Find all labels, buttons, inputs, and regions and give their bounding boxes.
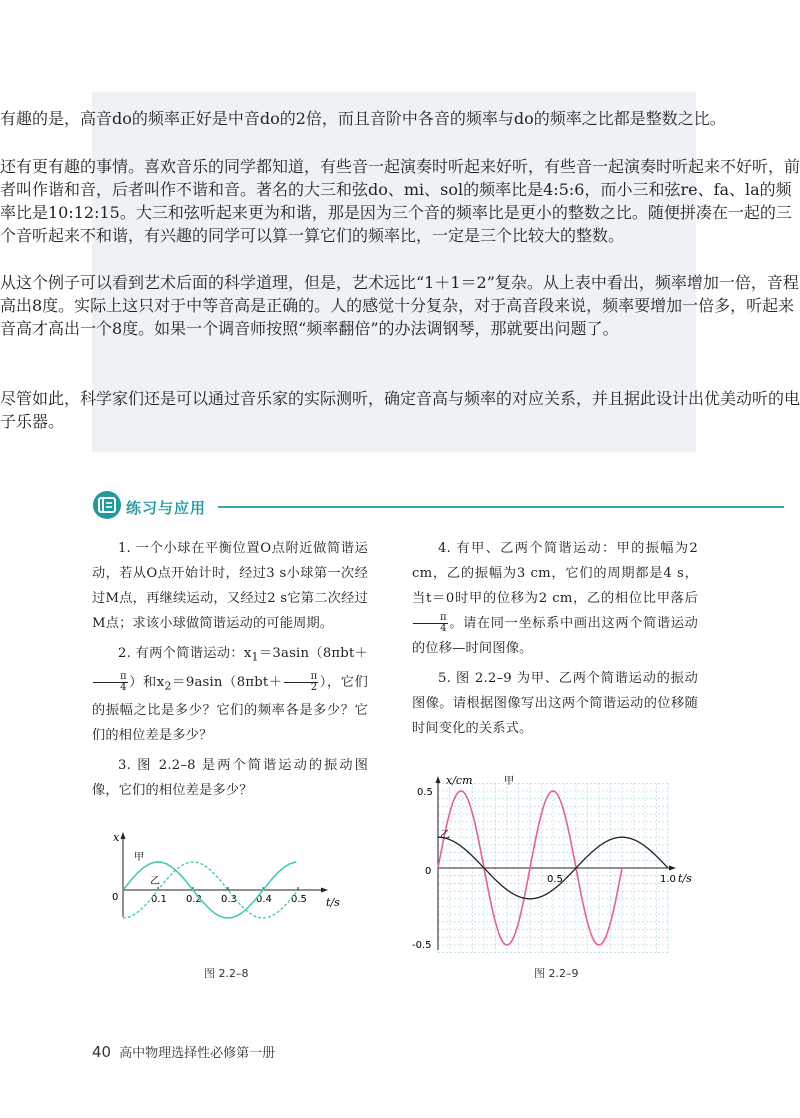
fig8-label-yi: 乙 bbox=[150, 876, 160, 887]
section-header bbox=[92, 488, 784, 528]
section-icon bbox=[92, 490, 122, 520]
q2-frac2-den: 2 bbox=[310, 681, 318, 693]
fig8-tick-label-0.5: 0.5 bbox=[291, 894, 307, 905]
fig9-x-label: t/s bbox=[678, 872, 692, 885]
q2-frac1-num: π bbox=[93, 672, 128, 683]
page-number: 40 bbox=[92, 1043, 112, 1061]
q4-frac-num: π bbox=[413, 613, 448, 624]
fig8-tick-label-0.4: 0.4 bbox=[256, 894, 272, 905]
fig8-y-label: x bbox=[113, 831, 120, 844]
q4-text-a: 4. 有甲、乙两个简谐运动：甲的振幅为2 cm，乙的振幅为3 cm，它们的周期都是4 s，当t＝0时甲的位移为2 cm，乙的相位比甲落后 bbox=[412, 541, 698, 606]
fig8-tick-label-0.2: 0.2 bbox=[186, 894, 202, 905]
q4-frac-den: 4 bbox=[440, 623, 447, 634]
fig8-label-jia: 甲 bbox=[134, 852, 144, 863]
fig9-x-mid: 0.5 bbox=[547, 874, 563, 885]
fig9-origin: 0 bbox=[425, 866, 432, 877]
book-title: 高中物理选择性必修第一册 bbox=[119, 1046, 276, 1061]
figure-2-2-8-caption: 图 2.2–8 bbox=[204, 967, 249, 980]
q2-text-e: ＝9asin（8πbt＋ bbox=[171, 674, 283, 690]
q2-fraction-1 bbox=[93, 672, 128, 693]
fig9-x-end: 1.0 bbox=[660, 874, 676, 885]
fig8-tick-label-0.1: 0.1 bbox=[151, 894, 167, 905]
question-4 bbox=[412, 536, 698, 661]
fig9-x-arrow bbox=[669, 866, 676, 871]
fig8-x-arrow bbox=[321, 888, 328, 893]
question-1: 1. 一个小球在平衡位置O点附近做简谐运动，若从O点开始计时，经过3 s小球第一次经过M点，再继续运动，又经过2 s它第二次经过M点；求该小球做简谐运动的可能周期。 bbox=[92, 541, 368, 631]
q2-fraction-2 bbox=[284, 672, 319, 693]
fig9-label-yi: 乙 bbox=[440, 830, 450, 841]
question-3: 3. 图 2.2–8 是两个简谐运动的振动图像，它们的相位差是多少？ bbox=[92, 758, 368, 799]
reading-paragraph-2: 还有更有趣的事情。喜欢音乐的同学都知道，有些音一起演奏时听起来好听，有些音一起演奏时听起来不好听，前者叫作谐和音，后者叫作不谐和音。著名的大三和弦do、mi、sol的频率比是4:5:6，而小三和弦re、fa、la的频率比是10:12:15。大三和弦听起来更为和谐，那是因为三个音的频率比是更小的整数之比。随便拼凑在一起的三个音听起来不和谐，有兴趣的同学可以算一算它们的频率比，一定是三个比较大的整数。 bbox=[0, 157, 800, 245]
fig8-x-label: t/s bbox=[326, 896, 340, 909]
page-footer bbox=[92, 1042, 275, 1061]
right-column bbox=[412, 536, 698, 741]
question-2 bbox=[92, 641, 368, 748]
q4-fraction bbox=[413, 613, 448, 634]
q2-text-a: 2. 有两个简谐运动：x bbox=[118, 646, 252, 661]
q2-text-f: ），它们的振幅之比是多少？它们的频率各是多少？它们的相位差是多少？ bbox=[92, 674, 368, 744]
fig8-origin: 0 bbox=[112, 892, 119, 903]
fig8-y-arrow bbox=[121, 832, 126, 839]
q2-frac1-den: 4 bbox=[120, 681, 127, 693]
left-column bbox=[92, 536, 368, 803]
question-5: 5. 图 2.2–9 为甲、乙两个简谐运动的振动图像。请根据图像写出这两个简谐运动的位移随时间变化的关系式。 bbox=[412, 671, 698, 736]
q2-text-c: ） bbox=[128, 674, 143, 690]
fig9-y-bottom: -0.5 bbox=[412, 940, 432, 951]
fig9-y-arrow bbox=[436, 776, 441, 783]
q2-sub-1: 1 bbox=[251, 650, 259, 664]
q2-text-d: 和x bbox=[143, 674, 165, 690]
fig9-label-jia-top: 甲 bbox=[504, 776, 514, 787]
figure-2-2-8 bbox=[108, 822, 358, 922]
q2-text-b: ＝3asin（8πbt＋ bbox=[258, 646, 368, 661]
reading-paragraph-3: 从这个例子可以看到艺术后面的科学道理，但是，艺术远比“1＋1＝2”复杂。从上表中看出，频率增加一倍，音程高出8度。实际上这只对于中等音高是正确的。人的感觉十分复杂，对于高音段来说，频率要增加一倍多，听起来音高才高出一个8度。如果一个调音师按照“频率翻倍”的办法调钢琴，那就要出问题了。 bbox=[0, 273, 799, 338]
reading-paragraph-1: 有趣的是，高音do的频率正好是中音do的2倍，而且音阶中各音的频率与do的频率之比都是整数之比。 bbox=[0, 109, 726, 128]
figure-2-2-9-caption: 图 2.2–9 bbox=[534, 967, 579, 980]
q2-frac2-num: π bbox=[284, 672, 319, 683]
section-title: 练习与应用 bbox=[126, 499, 207, 517]
fig9-y-top: 0.5 bbox=[417, 787, 433, 798]
section-rule bbox=[218, 506, 784, 508]
q2-sub-2: 2 bbox=[164, 679, 172, 693]
reading-paragraph-4: 尽管如此，科学家们还是可以通过音乐家的实际测听，确定音高与频率的对应关系，并且据此设计出优美动听的电子乐器。 bbox=[0, 389, 800, 431]
fig9-y-label: x/cm bbox=[446, 774, 473, 787]
q4-text-b: 。请在同一坐标系中画出这两个简谐运动的位移—时间图像。 bbox=[412, 616, 698, 656]
fig8-tick-label-0.3: 0.3 bbox=[221, 894, 237, 905]
figure-2-2-9 bbox=[410, 770, 710, 960]
